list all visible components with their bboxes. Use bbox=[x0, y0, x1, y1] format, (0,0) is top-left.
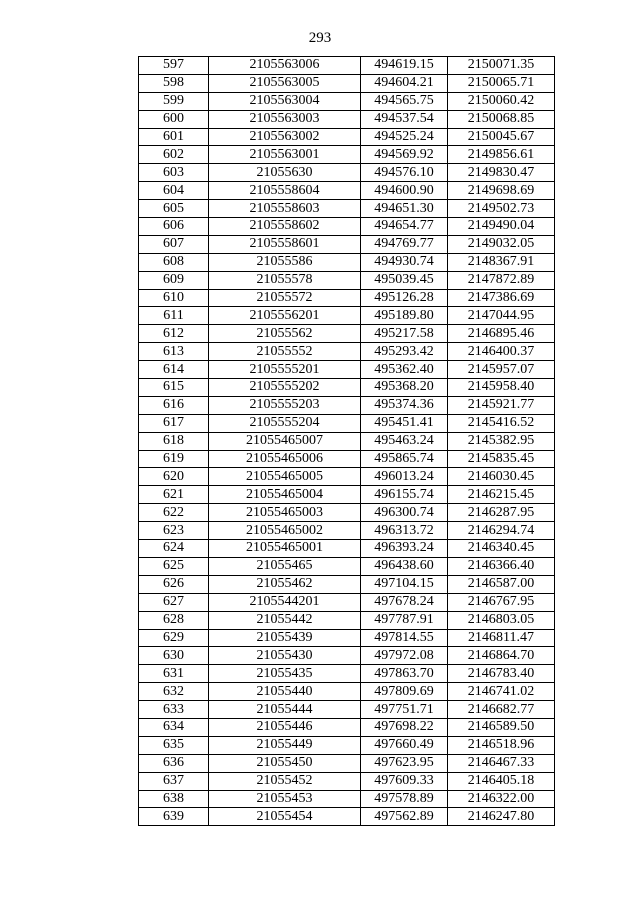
code-cell: 2105555203 bbox=[209, 396, 361, 414]
y-coordinate-cell: 2146215.45 bbox=[448, 486, 555, 504]
x-coordinate-cell: 497104.15 bbox=[361, 575, 448, 593]
table-row bbox=[139, 808, 555, 826]
row-index-cell: 614 bbox=[139, 361, 209, 379]
table-row bbox=[139, 432, 555, 450]
code-cell: 21055452 bbox=[209, 772, 361, 790]
y-coordinate-cell: 2147872.89 bbox=[448, 271, 555, 289]
table-row bbox=[139, 540, 555, 558]
y-coordinate-cell: 2146589.50 bbox=[448, 718, 555, 736]
code-cell: 2105555204 bbox=[209, 414, 361, 432]
y-coordinate-cell: 2145382.95 bbox=[448, 432, 555, 450]
y-coordinate-cell: 2146366.40 bbox=[448, 557, 555, 575]
row-index-cell: 620 bbox=[139, 468, 209, 486]
code-cell: 21055465005 bbox=[209, 468, 361, 486]
y-coordinate-cell: 2145835.45 bbox=[448, 450, 555, 468]
x-coordinate-cell: 497751.71 bbox=[361, 701, 448, 719]
code-cell: 21055465003 bbox=[209, 504, 361, 522]
row-index-cell: 603 bbox=[139, 164, 209, 182]
y-coordinate-cell: 2146287.95 bbox=[448, 504, 555, 522]
row-index-cell: 630 bbox=[139, 647, 209, 665]
y-coordinate-cell: 2146405.18 bbox=[448, 772, 555, 790]
row-index-cell: 619 bbox=[139, 450, 209, 468]
x-coordinate-cell: 497972.08 bbox=[361, 647, 448, 665]
table-row bbox=[139, 146, 555, 164]
row-index-cell: 598 bbox=[139, 74, 209, 92]
x-coordinate-cell: 494569.92 bbox=[361, 146, 448, 164]
code-cell: 21055449 bbox=[209, 736, 361, 754]
table-row bbox=[139, 647, 555, 665]
y-coordinate-cell: 2149032.05 bbox=[448, 235, 555, 253]
row-index-cell: 613 bbox=[139, 343, 209, 361]
table-row bbox=[139, 504, 555, 522]
x-coordinate-cell: 494604.21 bbox=[361, 74, 448, 92]
row-index-cell: 607 bbox=[139, 235, 209, 253]
y-coordinate-cell: 2145957.07 bbox=[448, 361, 555, 379]
table-row bbox=[139, 289, 555, 307]
table-row bbox=[139, 450, 555, 468]
table-row bbox=[139, 557, 555, 575]
row-index-cell: 631 bbox=[139, 665, 209, 683]
x-coordinate-cell: 494769.77 bbox=[361, 235, 448, 253]
x-coordinate-cell: 495189.80 bbox=[361, 307, 448, 325]
y-coordinate-cell: 2150060.42 bbox=[448, 92, 555, 110]
code-cell: 21055435 bbox=[209, 665, 361, 683]
x-coordinate-cell: 494576.10 bbox=[361, 164, 448, 182]
code-cell: 21055630 bbox=[209, 164, 361, 182]
row-index-cell: 597 bbox=[139, 57, 209, 75]
code-cell: 2105563002 bbox=[209, 128, 361, 146]
y-coordinate-cell: 2150071.35 bbox=[448, 57, 555, 75]
code-cell: 2105563004 bbox=[209, 92, 361, 110]
table-body bbox=[139, 57, 555, 826]
code-cell: 21055430 bbox=[209, 647, 361, 665]
x-coordinate-cell: 496155.74 bbox=[361, 486, 448, 504]
code-cell: 2105563001 bbox=[209, 146, 361, 164]
code-cell: 21055578 bbox=[209, 271, 361, 289]
row-index-cell: 638 bbox=[139, 790, 209, 808]
x-coordinate-cell: 496393.24 bbox=[361, 540, 448, 558]
table-row bbox=[139, 307, 555, 325]
row-index-cell: 608 bbox=[139, 253, 209, 271]
x-coordinate-cell: 495368.20 bbox=[361, 379, 448, 397]
y-coordinate-cell: 2150065.71 bbox=[448, 74, 555, 92]
x-coordinate-cell: 497698.22 bbox=[361, 718, 448, 736]
x-coordinate-cell: 497814.55 bbox=[361, 629, 448, 647]
row-index-cell: 606 bbox=[139, 218, 209, 236]
code-cell: 2105544201 bbox=[209, 593, 361, 611]
code-cell: 2105558604 bbox=[209, 182, 361, 200]
y-coordinate-cell: 2145921.77 bbox=[448, 396, 555, 414]
code-cell: 2105563005 bbox=[209, 74, 361, 92]
y-coordinate-cell: 2146811.47 bbox=[448, 629, 555, 647]
table-row bbox=[139, 271, 555, 289]
code-cell: 21055450 bbox=[209, 754, 361, 772]
y-coordinate-cell: 2146587.00 bbox=[448, 575, 555, 593]
x-coordinate-cell: 497863.70 bbox=[361, 665, 448, 683]
x-coordinate-cell: 495126.28 bbox=[361, 289, 448, 307]
row-index-cell: 604 bbox=[139, 182, 209, 200]
code-cell: 21055442 bbox=[209, 611, 361, 629]
table-row bbox=[139, 736, 555, 754]
x-coordinate-cell: 496300.74 bbox=[361, 504, 448, 522]
y-coordinate-cell: 2150068.85 bbox=[448, 110, 555, 128]
code-cell: 21055465004 bbox=[209, 486, 361, 504]
y-coordinate-cell: 2149698.69 bbox=[448, 182, 555, 200]
table-row bbox=[139, 92, 555, 110]
table-row bbox=[139, 468, 555, 486]
y-coordinate-cell: 2146322.00 bbox=[448, 790, 555, 808]
table-row bbox=[139, 379, 555, 397]
row-index-cell: 605 bbox=[139, 200, 209, 218]
row-index-cell: 610 bbox=[139, 289, 209, 307]
y-coordinate-cell: 2149830.47 bbox=[448, 164, 555, 182]
code-cell: 21055465006 bbox=[209, 450, 361, 468]
x-coordinate-cell: 495293.42 bbox=[361, 343, 448, 361]
y-coordinate-cell: 2146682.77 bbox=[448, 701, 555, 719]
y-coordinate-cell: 2147044.95 bbox=[448, 307, 555, 325]
row-index-cell: 628 bbox=[139, 611, 209, 629]
x-coordinate-cell: 495217.58 bbox=[361, 325, 448, 343]
y-coordinate-cell: 2145958.40 bbox=[448, 379, 555, 397]
row-index-cell: 600 bbox=[139, 110, 209, 128]
table-row bbox=[139, 629, 555, 647]
table-row bbox=[139, 575, 555, 593]
table-row bbox=[139, 128, 555, 146]
row-index-cell: 618 bbox=[139, 432, 209, 450]
table-row bbox=[139, 593, 555, 611]
y-coordinate-cell: 2146467.33 bbox=[448, 754, 555, 772]
y-coordinate-cell: 2149490.04 bbox=[448, 218, 555, 236]
row-index-cell: 599 bbox=[139, 92, 209, 110]
row-index-cell: 634 bbox=[139, 718, 209, 736]
y-coordinate-cell: 2149502.73 bbox=[448, 200, 555, 218]
x-coordinate-cell: 497678.24 bbox=[361, 593, 448, 611]
code-cell: 2105556201 bbox=[209, 307, 361, 325]
code-cell: 2105563006 bbox=[209, 57, 361, 75]
code-cell: 21055562 bbox=[209, 325, 361, 343]
y-coordinate-cell: 2146864.70 bbox=[448, 647, 555, 665]
table-row bbox=[139, 57, 555, 75]
table-row bbox=[139, 486, 555, 504]
row-index-cell: 617 bbox=[139, 414, 209, 432]
table-row bbox=[139, 343, 555, 361]
row-index-cell: 611 bbox=[139, 307, 209, 325]
row-index-cell: 623 bbox=[139, 522, 209, 540]
code-cell: 21055453 bbox=[209, 790, 361, 808]
row-index-cell: 627 bbox=[139, 593, 209, 611]
table-row bbox=[139, 790, 555, 808]
x-coordinate-cell: 495039.45 bbox=[361, 271, 448, 289]
code-cell: 21055572 bbox=[209, 289, 361, 307]
table-row bbox=[139, 772, 555, 790]
y-coordinate-cell: 2146400.37 bbox=[448, 343, 555, 361]
y-coordinate-cell: 2149856.61 bbox=[448, 146, 555, 164]
code-cell: 21055439 bbox=[209, 629, 361, 647]
row-index-cell: 636 bbox=[139, 754, 209, 772]
x-coordinate-cell: 495463.24 bbox=[361, 432, 448, 450]
x-coordinate-cell: 494930.74 bbox=[361, 253, 448, 271]
row-index-cell: 609 bbox=[139, 271, 209, 289]
table-row bbox=[139, 164, 555, 182]
code-cell: 2105558602 bbox=[209, 218, 361, 236]
y-coordinate-cell: 2147386.69 bbox=[448, 289, 555, 307]
code-cell: 21055454 bbox=[209, 808, 361, 826]
table-row bbox=[139, 414, 555, 432]
code-cell: 21055552 bbox=[209, 343, 361, 361]
x-coordinate-cell: 497623.95 bbox=[361, 754, 448, 772]
table-row bbox=[139, 200, 555, 218]
row-index-cell: 632 bbox=[139, 683, 209, 701]
y-coordinate-cell: 2146030.45 bbox=[448, 468, 555, 486]
x-coordinate-cell: 494600.90 bbox=[361, 182, 448, 200]
table-row bbox=[139, 253, 555, 271]
y-coordinate-cell: 2146340.45 bbox=[448, 540, 555, 558]
y-coordinate-cell: 2146518.96 bbox=[448, 736, 555, 754]
y-coordinate-cell: 2146895.46 bbox=[448, 325, 555, 343]
y-coordinate-cell: 2146783.40 bbox=[448, 665, 555, 683]
table-row bbox=[139, 665, 555, 683]
x-coordinate-cell: 494654.77 bbox=[361, 218, 448, 236]
x-coordinate-cell: 494565.75 bbox=[361, 92, 448, 110]
code-cell: 21055465001 bbox=[209, 540, 361, 558]
code-cell: 21055444 bbox=[209, 701, 361, 719]
code-cell: 2105563003 bbox=[209, 110, 361, 128]
table-row bbox=[139, 235, 555, 253]
x-coordinate-cell: 495451.41 bbox=[361, 414, 448, 432]
table-row bbox=[139, 701, 555, 719]
coordinates-table bbox=[138, 56, 555, 826]
x-coordinate-cell: 494537.54 bbox=[361, 110, 448, 128]
table-row bbox=[139, 361, 555, 379]
table-row bbox=[139, 110, 555, 128]
x-coordinate-cell: 494651.30 bbox=[361, 200, 448, 218]
row-index-cell: 602 bbox=[139, 146, 209, 164]
row-index-cell: 601 bbox=[139, 128, 209, 146]
row-index-cell: 622 bbox=[139, 504, 209, 522]
row-index-cell: 615 bbox=[139, 379, 209, 397]
row-index-cell: 635 bbox=[139, 736, 209, 754]
page-number: 293 bbox=[308, 30, 332, 46]
x-coordinate-cell: 494619.15 bbox=[361, 57, 448, 75]
x-coordinate-cell: 495362.40 bbox=[361, 361, 448, 379]
code-cell: 21055465 bbox=[209, 557, 361, 575]
x-coordinate-cell: 497787.91 bbox=[361, 611, 448, 629]
code-cell: 21055465002 bbox=[209, 522, 361, 540]
x-coordinate-cell: 496013.24 bbox=[361, 468, 448, 486]
x-coordinate-cell: 497609.33 bbox=[361, 772, 448, 790]
table-row bbox=[139, 718, 555, 736]
x-coordinate-cell: 496313.72 bbox=[361, 522, 448, 540]
y-coordinate-cell: 2146294.74 bbox=[448, 522, 555, 540]
row-index-cell: 621 bbox=[139, 486, 209, 504]
code-cell: 21055462 bbox=[209, 575, 361, 593]
table-row bbox=[139, 182, 555, 200]
row-index-cell: 637 bbox=[139, 772, 209, 790]
y-coordinate-cell: 2146247.80 bbox=[448, 808, 555, 826]
code-cell: 21055465007 bbox=[209, 432, 361, 450]
row-index-cell: 612 bbox=[139, 325, 209, 343]
row-index-cell: 616 bbox=[139, 396, 209, 414]
table-row bbox=[139, 683, 555, 701]
code-cell: 2105555202 bbox=[209, 379, 361, 397]
table-row bbox=[139, 611, 555, 629]
row-index-cell: 633 bbox=[139, 701, 209, 719]
y-coordinate-cell: 2145416.52 bbox=[448, 414, 555, 432]
row-index-cell: 629 bbox=[139, 629, 209, 647]
table-row bbox=[139, 74, 555, 92]
code-cell: 21055446 bbox=[209, 718, 361, 736]
row-index-cell: 625 bbox=[139, 557, 209, 575]
row-index-cell: 639 bbox=[139, 808, 209, 826]
code-cell: 21055586 bbox=[209, 253, 361, 271]
table-row bbox=[139, 754, 555, 772]
code-cell: 2105555201 bbox=[209, 361, 361, 379]
table-row bbox=[139, 325, 555, 343]
code-cell: 21055440 bbox=[209, 683, 361, 701]
x-coordinate-cell: 495374.36 bbox=[361, 396, 448, 414]
x-coordinate-cell: 497578.89 bbox=[361, 790, 448, 808]
table-row bbox=[139, 522, 555, 540]
table-row bbox=[139, 396, 555, 414]
row-index-cell: 624 bbox=[139, 540, 209, 558]
y-coordinate-cell: 2146741.02 bbox=[448, 683, 555, 701]
x-coordinate-cell: 497660.49 bbox=[361, 736, 448, 754]
x-coordinate-cell: 496438.60 bbox=[361, 557, 448, 575]
x-coordinate-cell: 494525.24 bbox=[361, 128, 448, 146]
y-coordinate-cell: 2146767.95 bbox=[448, 593, 555, 611]
x-coordinate-cell: 497809.69 bbox=[361, 683, 448, 701]
y-coordinate-cell: 2146803.05 bbox=[448, 611, 555, 629]
row-index-cell: 626 bbox=[139, 575, 209, 593]
y-coordinate-cell: 2150045.67 bbox=[448, 128, 555, 146]
x-coordinate-cell: 495865.74 bbox=[361, 450, 448, 468]
code-cell: 2105558601 bbox=[209, 235, 361, 253]
code-cell: 2105558603 bbox=[209, 200, 361, 218]
table-row bbox=[139, 218, 555, 236]
y-coordinate-cell: 2148367.91 bbox=[448, 253, 555, 271]
x-coordinate-cell: 497562.89 bbox=[361, 808, 448, 826]
